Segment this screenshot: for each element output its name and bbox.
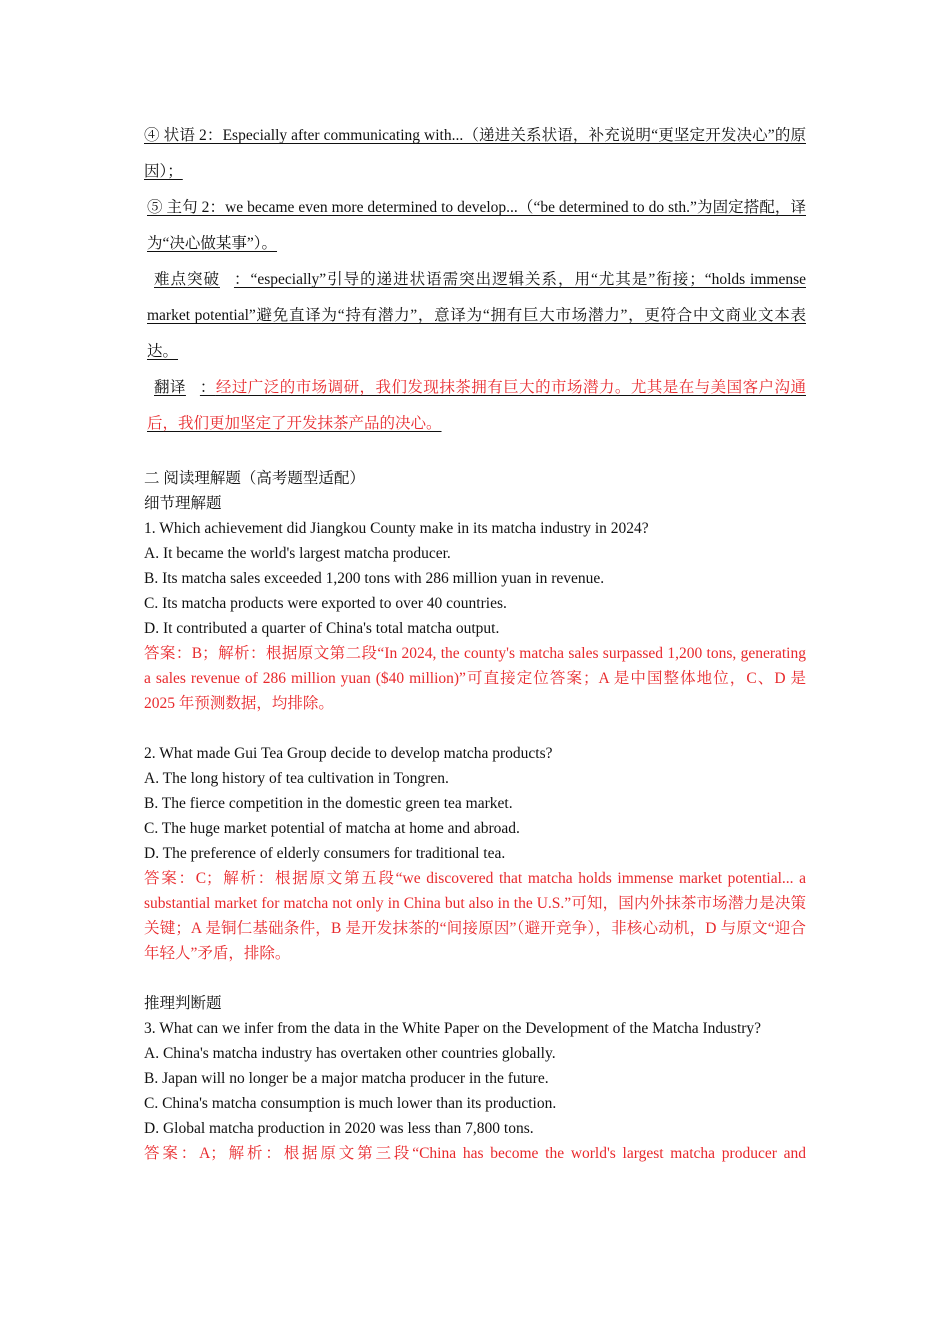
translation-text: 经过广泛的市场调研，我们发现抹茶拥有巨大的市场潜力。尤其是在与美国客户沟通后，我们更加坚定了开发抹茶产品的决心。 (147, 379, 806, 432)
q3-question: 3. What can we infer from the data in the White Paper on the Development of the Matcha Industry? (144, 1020, 762, 1037)
q2-option-c: C. The huge market potential of matcha at home and abroad. (144, 820, 520, 837)
section-title: 二 阅读理解题（高考题型适配） (144, 470, 365, 487)
q3-answer: 答案：A；解析：根据原文第三段“China has become the world's largest matcha producer and (144, 1145, 806, 1162)
q2-answer: 答案：C；解析：根据原文第五段“we discovered that matcha holds immense market potential... a substantial market for matcha not only in China but also in the U.S.”可知，国内外抹茶市场潜力是决策关键；A 是铜仁基础条件，B 是开发抹茶的“间接原因”（避开竞争），非核心动机，D 与原文“迎合年轻人”矛盾，排除。 (144, 870, 806, 962)
q1-option-a: A. It became the world's largest matcha producer. (144, 545, 451, 562)
translation-label: 翻译 (154, 379, 186, 396)
translation-sep: ： (199, 379, 216, 396)
q3-option-a: A. China's matcha industry has overtaken other countries globally. (144, 1045, 556, 1062)
document-page (144, 118, 806, 1166)
q2-option-b: B. The fierce competition in the domestic green tea market. (144, 795, 513, 812)
difficulty-text: ：“especially”引导的递进状语需突出逻辑关系，用“尤其是”衔接；“holds immense market potential”避免直译为“持有潜力”，意译为“拥有巨大市场潜力”，更符合中文商业文本表达。 (147, 271, 806, 360)
difficulty-label: 难点突破 (154, 271, 220, 288)
q3-option-d: D. Global matcha production in 2020 was less than 7,800 tons. (144, 1120, 534, 1137)
analysis-item-4: ④ 状语 2：Especially after communicating with...（递进关系状语，补充说明“更坚定开发决心”的原因）； (144, 127, 806, 180)
detail-heading: 细节理解题 (144, 495, 222, 512)
q2-option-a: A. The long history of tea cultivation in Tongren. (144, 770, 449, 787)
translation-line (144, 370, 806, 442)
inference-heading: 推理判断题 (144, 995, 222, 1012)
analysis-item-5: ⑤ 主句 2：we became even more determined to develop...（“be determined to do sth.”为固定搭配，译为“决心做某事”）。 (147, 199, 806, 252)
q2-question: 2. What made Gui Tea Group decide to develop matcha products? (144, 745, 553, 762)
q1-option-b: B. Its matcha sales exceeded 1,200 tons with 286 million yuan in revenue. (144, 570, 605, 587)
q3-option-b: B. Japan will no longer be a major matcha producer in the future. (144, 1070, 549, 1087)
q1-option-c: C. Its matcha products were exported to over 40 countries. (144, 595, 507, 612)
q1-answer: 答案：B；解析：根据原文第二段“In 2024, the county's matcha sales surpassed 1,200 tons, generating a sales revenue of 286 million yuan ($40 million)”可直接定位答案；A 是中国整体地位，C、D 是 2025 年预测数据，均排除。 (144, 645, 806, 712)
q1-question: 1. Which achievement did Jiangkou County make in its matcha industry in 2024? (144, 520, 649, 537)
q2-option-d: D. The preference of elderly consumers for traditional tea. (144, 845, 506, 862)
q1-option-d: D. It contributed a quarter of China's total matcha output. (144, 620, 500, 637)
q3-option-c: C. China's matcha consumption is much lower than its production. (144, 1095, 557, 1112)
difficulty-breakthrough (144, 262, 806, 370)
